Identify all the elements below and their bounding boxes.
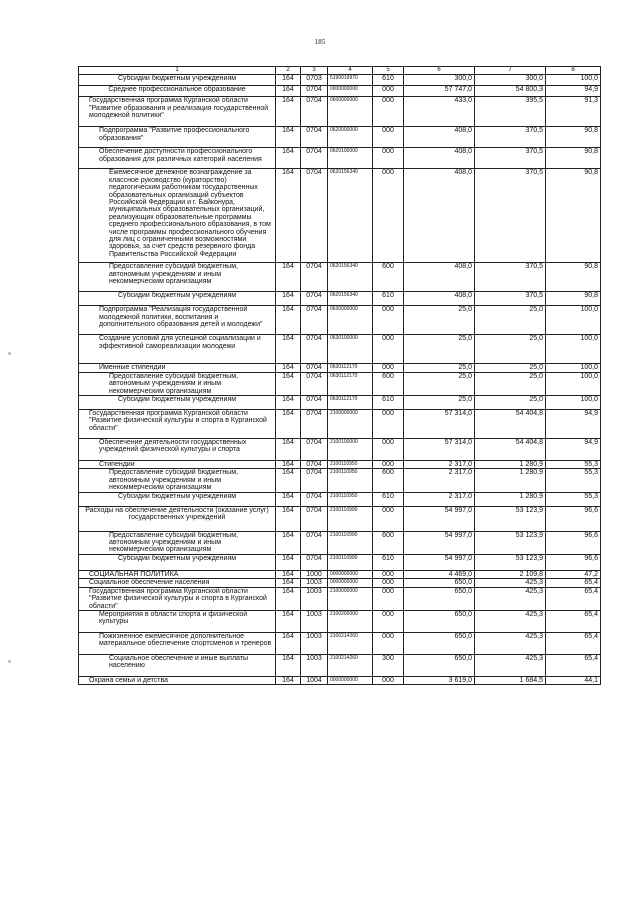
table-row	[79, 169, 601, 263]
row-cell-c7: 370,5	[475, 263, 546, 292]
row-cell-c7: 425,3	[475, 610, 546, 632]
row-cell-c7: 25,0	[475, 364, 546, 372]
row-cell-c2: 164	[276, 335, 301, 364]
row-cell-c6: 54 997,0	[404, 506, 475, 531]
row-cell-c2: 164	[276, 570, 301, 578]
row-cell-c6: 300,0	[404, 75, 475, 86]
header-cell: 2	[276, 67, 301, 75]
row-cell-c7: 370,5	[475, 292, 546, 306]
row-cell-c8: 100,0	[546, 364, 601, 372]
row-cell-c6: 4 469,0	[404, 570, 475, 578]
row-cell-c8: 55,3	[546, 492, 601, 506]
row-cell-c6: 2 317,0	[404, 492, 475, 506]
row-cell-c5: 600	[373, 372, 404, 395]
row-description: Ежемесячное денежное вознаграждение за классное руководство (кураторство) педагогическим работникам государственных образовательных организаций субъектов Российской Федерации и г. Байконура, муниципальных образовательных организаций, реализующих образовательные программы среднего профессионального образования, в том числе программы профессионального обучения для лиц с ограниченными возможностями здоровья, за счет средств резервного фонда Правительства Российской Федерации	[79, 169, 276, 263]
row-cell-c4: 2100110990	[328, 531, 373, 554]
row-cell-c6: 433,0	[404, 97, 475, 127]
row-cell-c2: 164	[276, 579, 301, 587]
row-cell-c2: 164	[276, 506, 301, 531]
row-cell-c8: 96,6	[546, 531, 601, 554]
row-cell-c3: 0704	[301, 554, 328, 570]
row-cell-c4: 0620156340	[328, 292, 373, 306]
row-cell-c4: 0630100000	[328, 335, 373, 364]
row-cell-c8: 44,1	[546, 676, 601, 684]
row-description: СОЦИАЛЬНАЯ ПОЛИТИКА	[79, 570, 276, 578]
row-cell-c7: 2 109,8	[475, 570, 546, 578]
row-cell-c4: 2100000000	[328, 587, 373, 610]
row-description: Государственная программа Курганской области "Развитие физической культуры и спорта в Курганской области"	[79, 410, 276, 439]
row-cell-c5: 000	[373, 676, 404, 684]
row-description: Предоставление субсидий бюджетным, автономным учреждениям и иным некоммерческим организациям	[79, 263, 276, 292]
row-cell-c7: 53 123,9	[475, 554, 546, 570]
row-cell-c5: 000	[373, 169, 404, 263]
row-cell-c3: 0704	[301, 263, 328, 292]
row-cell-c2: 164	[276, 410, 301, 439]
row-cell-c7: 1 280,9	[475, 469, 546, 492]
row-cell-c7: 1 684,5	[475, 676, 546, 684]
row-cell-c6: 57 314,0	[404, 439, 475, 461]
row-cell-c3: 1003	[301, 654, 328, 676]
row-description: Предоставление субсидий бюджетным, автономным учреждениям и иным некоммерческим организациям	[79, 531, 276, 554]
row-cell-c2: 164	[276, 148, 301, 169]
row-cell-c7: 425,3	[475, 654, 546, 676]
row-cell-c3: 1003	[301, 610, 328, 632]
row-cell-c6: 2 317,0	[404, 461, 475, 469]
row-cell-c4: 2100110950	[328, 461, 373, 469]
row-cell-c2: 164	[276, 610, 301, 632]
row-cell-c2: 164	[276, 75, 301, 86]
row-cell-c4: 0620100000	[328, 148, 373, 169]
row-description: Расходы на обеспечение деятельности (оказание услуг) государственных учреждений	[79, 506, 276, 531]
header-cell: 7	[475, 67, 546, 75]
budget-table	[78, 66, 601, 685]
row-cell-c2: 164	[276, 127, 301, 148]
row-cell-c4: 0630112170	[328, 372, 373, 395]
row-cell-c7: 1 280,9	[475, 492, 546, 506]
row-cell-c3: 0704	[301, 335, 328, 364]
row-cell-c4: 0000000000	[328, 570, 373, 578]
row-cell-c3: 1003	[301, 587, 328, 610]
table-row	[79, 461, 601, 469]
row-cell-c3: 0704	[301, 372, 328, 395]
row-cell-c3: 1004	[301, 676, 328, 684]
row-description: Охрана семьи и детства	[79, 676, 276, 684]
row-cell-c8: 100,0	[546, 306, 601, 335]
row-cell-c3: 0704	[301, 396, 328, 410]
row-description: Субсидии бюджетным учреждениям	[79, 292, 276, 306]
row-description: Пожизненное ежемесячное дополнительное материальное обеспечение спортсменов и тренеров	[79, 632, 276, 654]
row-cell-c4: 2100110990	[328, 506, 373, 531]
row-cell-c4: 2100100000	[328, 439, 373, 461]
table-row	[79, 492, 601, 506]
row-cell-c5: 610	[373, 75, 404, 86]
row-cell-c6: 650,0	[404, 579, 475, 587]
row-cell-c6: 25,0	[404, 306, 475, 335]
page-number: 185	[314, 38, 326, 46]
row-cell-c4: 2100110950	[328, 469, 373, 492]
row-description: Субсидии бюджетным учреждениям	[79, 554, 276, 570]
table-row	[79, 306, 601, 335]
row-cell-c7: 370,5	[475, 127, 546, 148]
row-cell-c4: 0620156340	[328, 263, 373, 292]
row-cell-c7: 53 123,9	[475, 506, 546, 531]
row-cell-c5: 600	[373, 263, 404, 292]
table-row	[79, 506, 601, 531]
row-cell-c7: 25,0	[475, 335, 546, 364]
row-cell-c2: 164	[276, 439, 301, 461]
row-cell-c2: 164	[276, 263, 301, 292]
row-cell-c7: 1 280,9	[475, 461, 546, 469]
row-cell-c2: 164	[276, 469, 301, 492]
row-cell-c3: 0704	[301, 531, 328, 554]
table-row	[79, 632, 601, 654]
row-cell-c6: 25,0	[404, 364, 475, 372]
row-cell-c3: 0704	[301, 306, 328, 335]
header-cell: 3	[301, 67, 328, 75]
row-cell-c3: 0703	[301, 75, 328, 86]
row-cell-c4: 2100000000	[328, 410, 373, 439]
row-cell-c4: 0620000000	[328, 127, 373, 148]
header-cell: 4	[328, 67, 373, 75]
row-cell-c5: 000	[373, 335, 404, 364]
row-cell-c7: 425,3	[475, 632, 546, 654]
row-cell-c8: 90,8	[546, 263, 601, 292]
table-row	[79, 439, 601, 461]
row-cell-c3: 0704	[301, 127, 328, 148]
row-cell-c6: 25,0	[404, 372, 475, 395]
row-cell-c5: 000	[373, 461, 404, 469]
row-cell-c5: 000	[373, 506, 404, 531]
table-row	[79, 127, 601, 148]
row-cell-c7: 425,3	[475, 579, 546, 587]
row-cell-c8: 90,8	[546, 169, 601, 263]
row-description: Субсидии бюджетным учреждениям	[79, 492, 276, 506]
row-description: Обеспечение доступности профессионального образования для различных категорий населения	[79, 148, 276, 169]
row-cell-c6: 54 997,0	[404, 554, 475, 570]
row-cell-c2: 164	[276, 461, 301, 469]
row-cell-c2: 164	[276, 292, 301, 306]
row-cell-c6: 408,0	[404, 127, 475, 148]
table-row	[79, 335, 601, 364]
row-cell-c6: 650,0	[404, 632, 475, 654]
row-cell-c2: 164	[276, 531, 301, 554]
row-cell-c7: 54 404,8	[475, 410, 546, 439]
row-cell-c3: 0704	[301, 148, 328, 169]
row-cell-c5: 000	[373, 364, 404, 372]
row-cell-c3: 1003	[301, 632, 328, 654]
row-description: Субсидии бюджетным учреждениям	[79, 75, 276, 86]
row-cell-c8: 100,0	[546, 372, 601, 395]
row-cell-c3: 0704	[301, 492, 328, 506]
row-cell-c4: 0000000000	[328, 86, 373, 97]
table-row	[79, 570, 601, 578]
row-cell-c5: 610	[373, 396, 404, 410]
row-cell-c8: 96,6	[546, 554, 601, 570]
row-cell-c2: 164	[276, 396, 301, 410]
row-cell-c5: 300	[373, 654, 404, 676]
row-cell-c7: 54 800,3	[475, 86, 546, 97]
row-description: Именные стипендии	[79, 364, 276, 372]
table-row	[79, 579, 601, 587]
row-cell-c2: 164	[276, 169, 301, 263]
row-cell-c5: 000	[373, 570, 404, 578]
row-cell-c8: 65,4	[546, 610, 601, 632]
row-description: Подпрограмма "Развитие профессионального образования"	[79, 127, 276, 148]
budget-table-body	[79, 67, 601, 685]
table-row	[79, 292, 601, 306]
row-cell-c2: 164	[276, 492, 301, 506]
row-cell-c4: 2100214260	[328, 632, 373, 654]
row-cell-c3: 0704	[301, 461, 328, 469]
row-cell-c8: 100,0	[546, 75, 601, 86]
scan-mark	[8, 660, 11, 663]
row-cell-c5: 600	[373, 531, 404, 554]
row-cell-c2: 164	[276, 372, 301, 395]
row-cell-c8: 100,0	[546, 335, 601, 364]
row-cell-c2: 164	[276, 676, 301, 684]
row-cell-c3: 0704	[301, 364, 328, 372]
row-cell-c7: 300,0	[475, 75, 546, 86]
row-cell-c4: 2100214260	[328, 654, 373, 676]
row-cell-c8: 100,0	[546, 396, 601, 410]
row-cell-c2: 164	[276, 306, 301, 335]
row-cell-c2: 164	[276, 97, 301, 127]
row-cell-c7: 370,5	[475, 148, 546, 169]
row-description: Создание условий для успешной социализации и эффективной самореализации молодежи	[79, 335, 276, 364]
row-cell-c4: 0630112170	[328, 396, 373, 410]
scan-mark	[8, 352, 11, 355]
header-cell: 1	[79, 67, 276, 75]
row-cell-c7: 425,3	[475, 587, 546, 610]
row-cell-c5: 000	[373, 587, 404, 610]
row-cell-c3: 1003	[301, 579, 328, 587]
row-cell-c2: 164	[276, 632, 301, 654]
row-cell-c8: 90,8	[546, 127, 601, 148]
table-row	[79, 97, 601, 127]
row-cell-c5: 000	[373, 632, 404, 654]
row-cell-c5: 000	[373, 148, 404, 169]
row-description: Подпрограмма "Реализация государственной молодежной политики, воспитания и дополнительного образования детей и молодежи"	[79, 306, 276, 335]
row-cell-c6: 650,0	[404, 610, 475, 632]
table-row	[79, 396, 601, 410]
row-cell-c5: 610	[373, 492, 404, 506]
row-cell-c5: 000	[373, 86, 404, 97]
table-row	[79, 676, 601, 684]
row-cell-c2: 164	[276, 554, 301, 570]
row-cell-c8: 90,8	[546, 148, 601, 169]
row-cell-c5: 610	[373, 292, 404, 306]
row-cell-c6: 57 747,0	[404, 86, 475, 97]
row-description: Государственная программа Курганской области "Развитие образования и реализация государственной молодежной политики"	[79, 97, 276, 127]
row-cell-c6: 54 997,0	[404, 531, 475, 554]
row-cell-c4: 0600000000	[328, 97, 373, 127]
row-cell-c5: 000	[373, 127, 404, 148]
row-description: Обеспечение деятельности государственных учреждений физической культуры и спорта	[79, 439, 276, 461]
row-cell-c4: 0630000000	[328, 306, 373, 335]
row-cell-c8: 47,2	[546, 570, 601, 578]
row-cell-c2: 164	[276, 587, 301, 610]
row-cell-c8: 55,3	[546, 469, 601, 492]
row-cell-c3: 0704	[301, 169, 328, 263]
row-cell-c8: 90,8	[546, 292, 601, 306]
row-cell-c8: 91,3	[546, 97, 601, 127]
table-row	[79, 86, 601, 97]
table-row	[79, 263, 601, 292]
row-cell-c8: 65,4	[546, 579, 601, 587]
row-cell-c5: 610	[373, 554, 404, 570]
row-cell-c6: 408,0	[404, 169, 475, 263]
row-cell-c5: 600	[373, 469, 404, 492]
table-header-row	[79, 67, 601, 75]
row-cell-c8: 55,3	[546, 461, 601, 469]
row-cell-c3: 0704	[301, 97, 328, 127]
table-row	[79, 654, 601, 676]
table-row	[79, 364, 601, 372]
row-cell-c4: 2100200000	[328, 610, 373, 632]
row-cell-c6: 3 619,0	[404, 676, 475, 684]
row-cell-c5: 000	[373, 306, 404, 335]
row-description: Среднее профессиональное образование	[79, 86, 276, 97]
row-cell-c7: 370,5	[475, 169, 546, 263]
row-cell-c4: 0000000000	[328, 579, 373, 587]
table-row	[79, 372, 601, 395]
row-cell-c8: 94,9	[546, 439, 601, 461]
row-cell-c6: 25,0	[404, 335, 475, 364]
row-cell-c8: 65,4	[546, 654, 601, 676]
row-cell-c6: 408,0	[404, 263, 475, 292]
row-cell-c6: 25,0	[404, 396, 475, 410]
header-cell: 6	[404, 67, 475, 75]
row-cell-c3: 0704	[301, 506, 328, 531]
table-row	[79, 410, 601, 439]
row-cell-c4: 0620156340	[328, 169, 373, 263]
row-description: Предоставление субсидий бюджетным, автономным учреждениям и иным некоммерческим организациям	[79, 469, 276, 492]
table-row	[79, 610, 601, 632]
row-cell-c6: 2 317,0	[404, 469, 475, 492]
row-cell-c5: 000	[373, 410, 404, 439]
table-row	[79, 554, 601, 570]
row-cell-c7: 395,5	[475, 97, 546, 127]
row-cell-c8: 94,9	[546, 410, 601, 439]
row-cell-c4: 2100110990	[328, 554, 373, 570]
row-cell-c5: 000	[373, 97, 404, 127]
row-cell-c8: 96,6	[546, 506, 601, 531]
row-cell-c8: 94,9	[546, 86, 601, 97]
row-cell-c6: 650,0	[404, 654, 475, 676]
row-cell-c6: 650,0	[404, 587, 475, 610]
row-cell-c3: 0704	[301, 292, 328, 306]
row-cell-c4: 0630112170	[328, 364, 373, 372]
row-cell-c6: 408,0	[404, 292, 475, 306]
row-cell-c7: 25,0	[475, 372, 546, 395]
row-description: Субсидии бюджетным учреждениям	[79, 396, 276, 410]
row-cell-c2: 164	[276, 364, 301, 372]
row-cell-c3: 0704	[301, 439, 328, 461]
row-description: Социальное обеспечение и иные выплаты населению	[79, 654, 276, 676]
row-description: Предоставление субсидий бюджетным, автономным учреждениям и иным некоммерческим организациям	[79, 372, 276, 395]
row-cell-c3: 0704	[301, 410, 328, 439]
row-cell-c7: 25,0	[475, 396, 546, 410]
row-cell-c3: 0704	[301, 86, 328, 97]
row-cell-c7: 25,0	[475, 306, 546, 335]
row-cell-c2: 164	[276, 654, 301, 676]
table-row	[79, 148, 601, 169]
row-cell-c8: 65,4	[546, 632, 601, 654]
row-cell-c5: 000	[373, 439, 404, 461]
row-cell-c3: 0704	[301, 469, 328, 492]
row-cell-c4: 2100110950	[328, 492, 373, 506]
row-description: Социальное обеспечение населения	[79, 579, 276, 587]
row-cell-c6: 57 314,0	[404, 410, 475, 439]
row-description: Мероприятия в области спорта и физической культуры	[79, 610, 276, 632]
header-cell: 8	[546, 67, 601, 75]
row-cell-c4: 0000000000	[328, 676, 373, 684]
row-cell-c2: 164	[276, 86, 301, 97]
row-cell-c8: 65,4	[546, 587, 601, 610]
row-cell-c7: 54 404,8	[475, 439, 546, 461]
row-cell-c7: 53 123,9	[475, 531, 546, 554]
row-description: Государственная программа Курганской области "Развитие физической культуры и спорта в Курганской области"	[79, 587, 276, 610]
table-row	[79, 75, 601, 86]
row-cell-c6: 408,0	[404, 148, 475, 169]
table-row	[79, 469, 601, 492]
row-cell-c3: 1000	[301, 570, 328, 578]
row-cell-c5: 000	[373, 579, 404, 587]
row-description: Стипендии	[79, 461, 276, 469]
header-cell: 5	[373, 67, 404, 75]
row-cell-c5: 000	[373, 610, 404, 632]
table-row	[79, 531, 601, 554]
row-cell-c4: 5190019970	[328, 75, 373, 86]
table-row	[79, 587, 601, 610]
